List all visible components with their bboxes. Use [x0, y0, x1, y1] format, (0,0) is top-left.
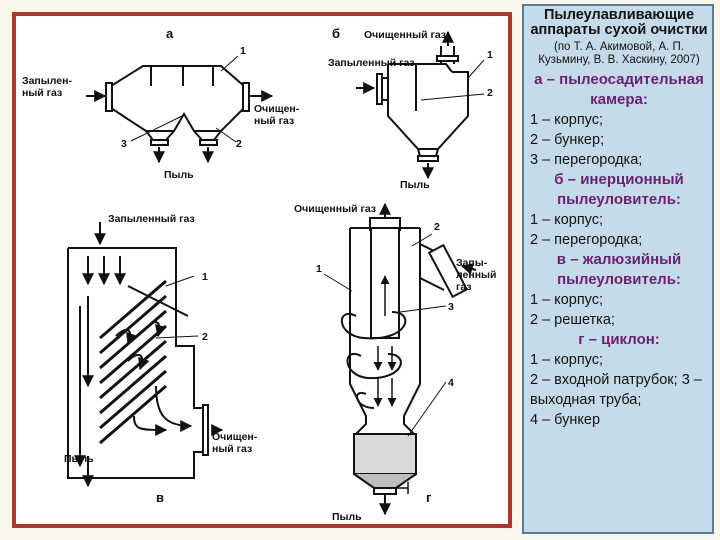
diagram-v-callout-2: 2 [202, 331, 208, 343]
diagram-b-callout-1: 1 [487, 49, 493, 61]
section-b-item-2: 2 – перегородка; [530, 232, 643, 248]
section-g-item-3: 4 – бункер [530, 412, 601, 428]
section-b-heading: б – инерционный пылеуловитель: [554, 171, 684, 208]
diagram-a-callout-2: 2 [236, 138, 242, 150]
section-a-item-3: 3 – перегородка; [530, 152, 643, 168]
section-g-item-2: 2 – входной патрубок; 3 – выходная труба; [530, 372, 702, 408]
section-a-item-1: 1 – корпус; [530, 112, 604, 128]
diagram-g-top-label: Очищенный газ [294, 203, 377, 215]
diagram-b-inlet-label: Запыленный газ [328, 57, 415, 69]
diagram-v-letter: в [156, 490, 164, 505]
section-v-item-1: 1 – корпус; [530, 292, 604, 308]
section-a-item-2: 2 – бункер; [530, 132, 605, 148]
diagram-g-dust-label: Пыль [332, 511, 362, 523]
section-b-item-1: 1 – корпус; [530, 212, 604, 228]
diagram-v-callout-1: 1 [202, 271, 208, 283]
diagram-g-callout-4: 4 [448, 377, 454, 389]
diagram-v-outlet-label-2: ный газ [212, 443, 253, 455]
diagram-v [68, 222, 222, 486]
diagram-g [324, 204, 476, 514]
diagram-b-letter: б [332, 26, 341, 41]
diagram-a-outlet-label-2: ный газ [254, 115, 295, 127]
diagram-a-callout-1: 1 [240, 45, 246, 57]
diagram-g-letter: г [426, 490, 432, 505]
diagram-g-callout-2: 2 [434, 221, 440, 233]
section-a-heading: а – пылеосадительная камера: [534, 71, 704, 108]
section-v-heading: в – жалюзийный пылеуловитель: [556, 251, 682, 288]
diagram-canvas [16, 16, 508, 524]
diagram-b-dust-label: Пыль [400, 179, 430, 191]
diagram-b [356, 32, 484, 178]
diagram-a-callout-3: 3 [121, 138, 127, 150]
figure-panel [12, 12, 512, 528]
diagram-g-callout-1: 1 [316, 263, 322, 275]
diagram-a-letter: а [166, 26, 174, 41]
diagram-v-outlet-label-1: Очищен- [212, 431, 258, 443]
section-g-heading: г – циклон: [578, 331, 660, 348]
diagram-g-inlet-label-1: Запы- [456, 257, 488, 269]
caption-panel [522, 4, 714, 534]
diagram-a-outlet-label-1: Очищен- [254, 103, 300, 115]
caption-title: Пылеулавливающие аппараты сухой очистки [530, 7, 708, 38]
diagram-b-callout-2: 2 [487, 87, 493, 99]
diagram-g-callout-3: 3 [448, 301, 454, 313]
diagram-a-dust-label: Пыль [164, 169, 194, 181]
diagram-a-inlet-label-1: Запылен- [22, 75, 72, 87]
diagram-v-dust-label: Пыль [64, 453, 94, 465]
section-g-item-1: 1 – корпус; [530, 352, 604, 368]
diagram-v-inlet-label: Запыленный газ [108, 213, 195, 225]
diagram-a [86, 56, 272, 162]
caption-source: (по Т. А. Акимовой, А. П. Кузьмину, В. В. Хаскину, 2007) [538, 41, 700, 66]
diagram-g-inlet-label-3: газ [456, 281, 472, 293]
diagram-g-inlet-label-2: ленный [456, 269, 497, 281]
diagram-b-top-label: Очищенный газ [364, 29, 447, 41]
section-v-item-2: 2 – решетка; [530, 312, 615, 328]
diagram-a-inlet-label-2: ный газ [22, 87, 63, 99]
